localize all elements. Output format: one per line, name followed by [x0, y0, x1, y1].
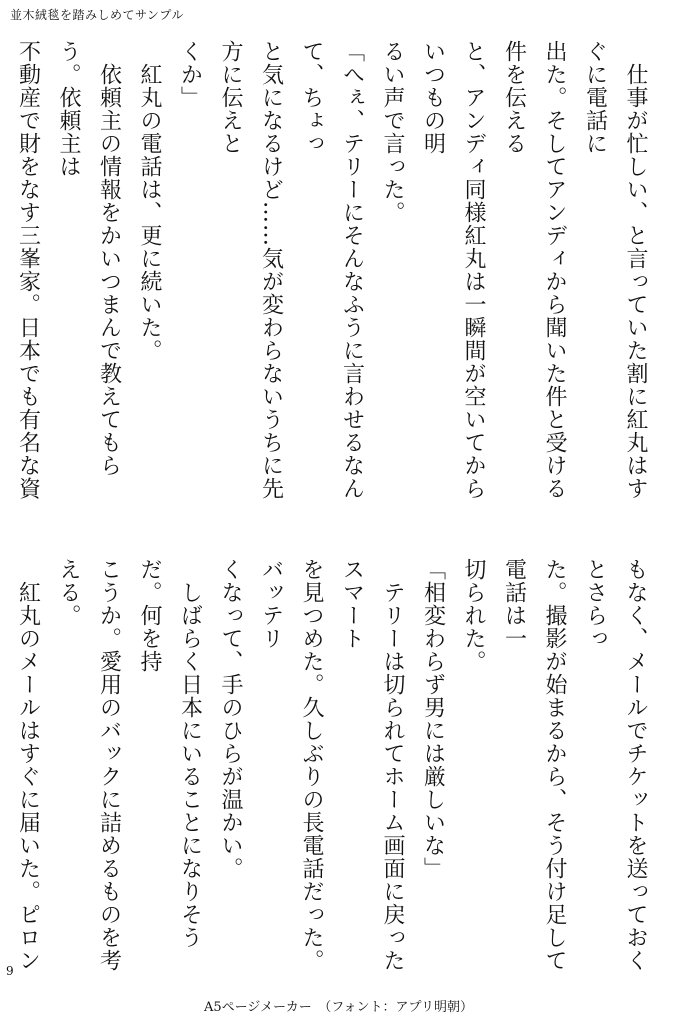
text-line: 「へぇ、テリーにそんなふうに言わせるなんて、ちょっ [299, 40, 365, 500]
text-line: 切られた。 [461, 558, 486, 673]
text-line: くなって、手のひらが温かい。 [218, 558, 243, 880]
text-line: こうか。愛用のバックに詰めるものを考える。 [56, 558, 122, 972]
text-line: くか」 [177, 40, 203, 109]
footer-caption: A5ページメーカー （フォント：アプリ明朝） [203, 1000, 474, 1015]
upper-text-block [15, 40, 655, 518]
text-line: もなく、メールでチケットを送っておくとさらっ [582, 558, 648, 972]
text-line: 「相変わらず男には厳しいな」 [420, 558, 446, 880]
text-line: 紅丸のメールはすぐに届いた。ピロン [15, 581, 41, 972]
text-line: 依頼主の情報をかいつまんで教えてもらう。依頼主は [56, 40, 122, 477]
upper-vertical-text [15, 40, 655, 518]
text-line: 仕事が忙しい、と言っていた割に紅丸はすぐに電話に [582, 40, 648, 500]
text-line: 出た。そしてアンディから聞いた件と受ける件を伝える [501, 40, 567, 500]
text-line: 不動産で財をなす三峯家。日本でも有名な資 [15, 40, 41, 500]
page-number: 9 [6, 964, 14, 978]
lower-vertical-text [15, 558, 655, 986]
text-line: を見つめた。久しぶりの長電話だった。バッテリ [258, 558, 324, 972]
running-header-title: 並木絨毯を踏みしめてサンプル [10, 8, 184, 22]
text-line: テリーは切られてホーム画面に戻ったスマート [339, 558, 405, 972]
text-line: るい声で言った。 [380, 40, 405, 224]
text-line: しばらく日本にいることになりそうだ。何を持 [137, 558, 203, 949]
text-line: 紅丸の電話は、更に続いた。 [137, 40, 162, 362]
text-line: と、アンディ同様紅丸は一瞬間が空いてからいつもの明 [420, 40, 486, 500]
lower-text-block [15, 558, 655, 986]
text-line: と気になるけど……気が変わらないうちに先方に伝えと [218, 40, 284, 500]
text-line: た。撮影が始まるから、そう付け足して電話は一 [501, 558, 567, 972]
